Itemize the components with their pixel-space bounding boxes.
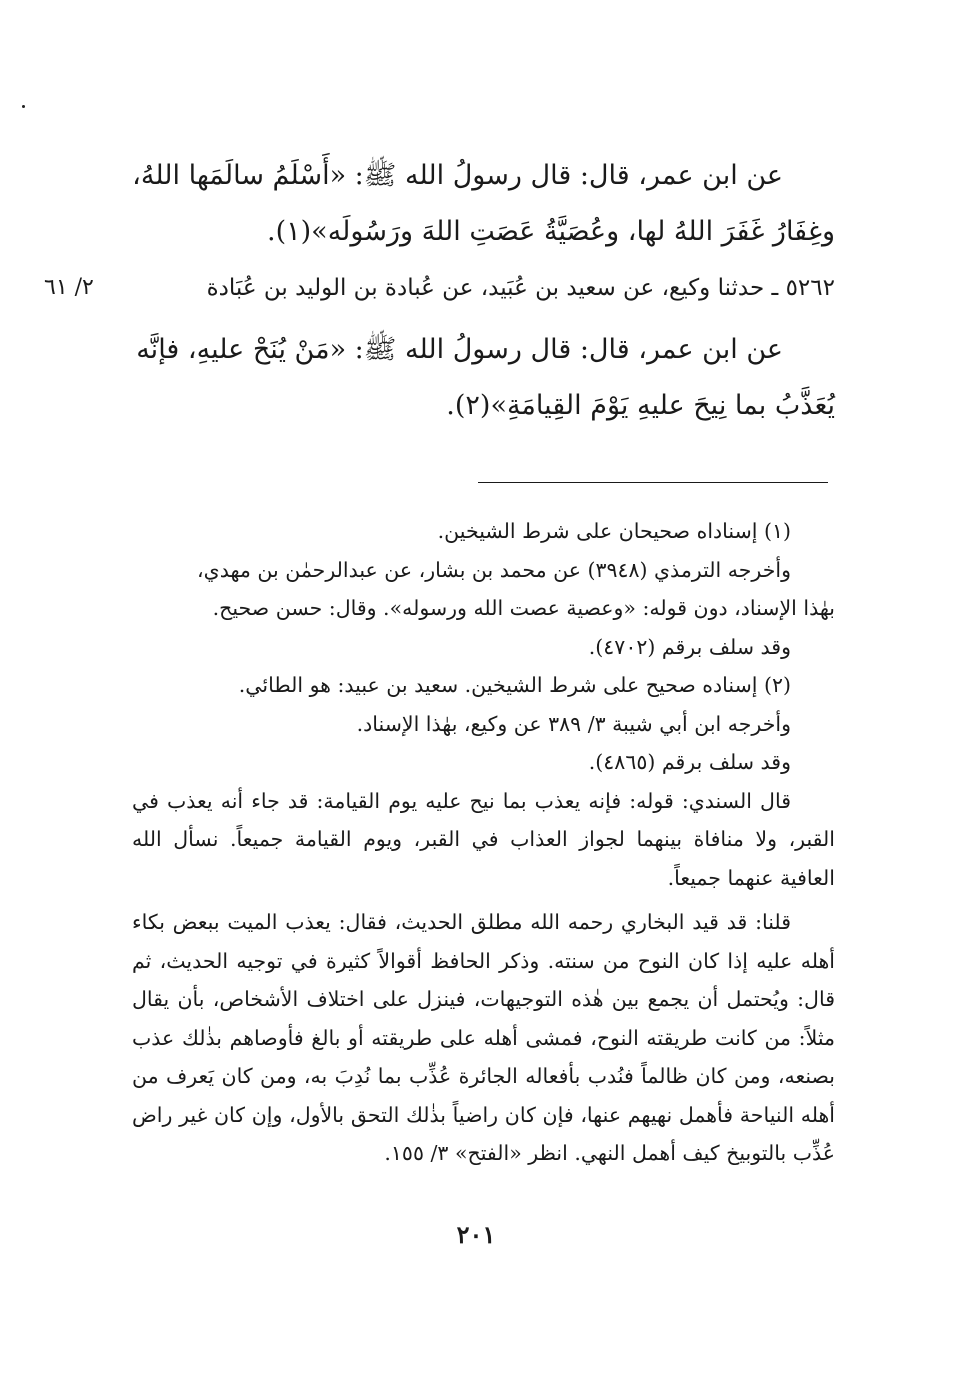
editors-commentary: قلنا: قد قيد البخاري رحمه الله مطلق الحديث، فقال: يعذب الميت ببعض بكاء أهله عليه إذا كان النوح من سنته. وذكر الحافظ أقوالاً كثيرة في توجيه الحديث، ثم قال: ويُحتمل أن يجمع بين هٰذه التوجيهات، فينزل على اختلاف الأشخاص، بأن يقال مثلاً: من كانت طريقته النوح، فمشى أهله على طريقته أو بالغ فأوصاهم بذٰلك عذب بصنعه، ومن كان ظالماً فنُدب بأفعاله الجائرة عُذِّب بما نُدِبَ به، ومن كان يَعرف من أهله النياحة فأهمل نهيهم عنها، فإن كان راضياً بذٰلك التحق بالأول، وإن كان غير راض عُذِّب بالتوبيخ كيف أهمل النهي. انظر «الفتح» ٣/ ١٥٥. [132, 910, 835, 1165]
sindi-commentary: قال السندي: قوله: فإنه يعذب بما نيح عليه يوم القيامة: قد جاء أنه يعذب في القبر، ولا منافاة بينهما لجواز العذاب في القبر، ويوم القيامة جميعاً. نسأل الله العافية عنهما جميعاً. [132, 788, 835, 890]
footnote-separator [478, 482, 828, 483]
margin-reference: ٢/ ٦١ [44, 275, 94, 300]
page-number: ٢٠١ [456, 1220, 496, 1249]
footnote-1-text: وقد سلف برقم (٤٧٠٢). [588, 634, 791, 659]
hadith-line: يُعَذَّبُ بما نِيحَ عليهِ يَوْمَ القِيامَةِ»(٢). [446, 390, 835, 421]
footnote-1-text: وأخرجه الترمذي (٣٩٤٨) عن محمد بن بشار، عن عبدالرحمٰن بن مهدي، [197, 557, 791, 582]
footnote-2-text: وأخرجه ابن أبي شيبة ٣/ ٣٨٩ عن وكيع، بهٰذا الإسناد. [356, 711, 791, 736]
footnote-2-text: وقد سلف برقم (٤٨٦٥). [588, 750, 791, 774]
stray-mark [22, 105, 25, 108]
footnotes-section [132, 512, 835, 1173]
hadith-line: عن ابن عمر، قال: قال رسولُ الله ﷺ: «مَنْ يُنَحْ عليهِ، فإنَّه [136, 334, 783, 365]
hadith-5262-text [130, 322, 835, 434]
hadith-line: وغِفَارُ غَفَرَ اللهُ لها، وعُصَيَّةُ عَصَتِ اللهَ ورَسُولَه»(١). [267, 216, 835, 247]
footnote-1-text: بهٰذا الإسناد، دون قوله: «وعصية عصت الله ورسوله». وقال: حسن صحيح. [212, 596, 835, 620]
hadith-line: عن ابن عمر، قال: قال رسولُ الله ﷺ: «أَسْلَمُ سالَمَها اللهُ، [132, 160, 783, 191]
footnote-1: (١) إسناداه صحيحان على شرط الشيخين. [437, 519, 791, 543]
hadith-5262-isnad: ٥٢٦٢ ـ حدثنا وكيع، عن سعيد بن عُبَيد، عن عُبادة بن الوليد بن عُبَادة [206, 275, 835, 301]
footnote-2: (٢) إسناده صحيح على شرط الشيخين. سعيد بن عبيد: هو الطائي. [238, 673, 791, 697]
hadith-5261-text [130, 148, 835, 260]
